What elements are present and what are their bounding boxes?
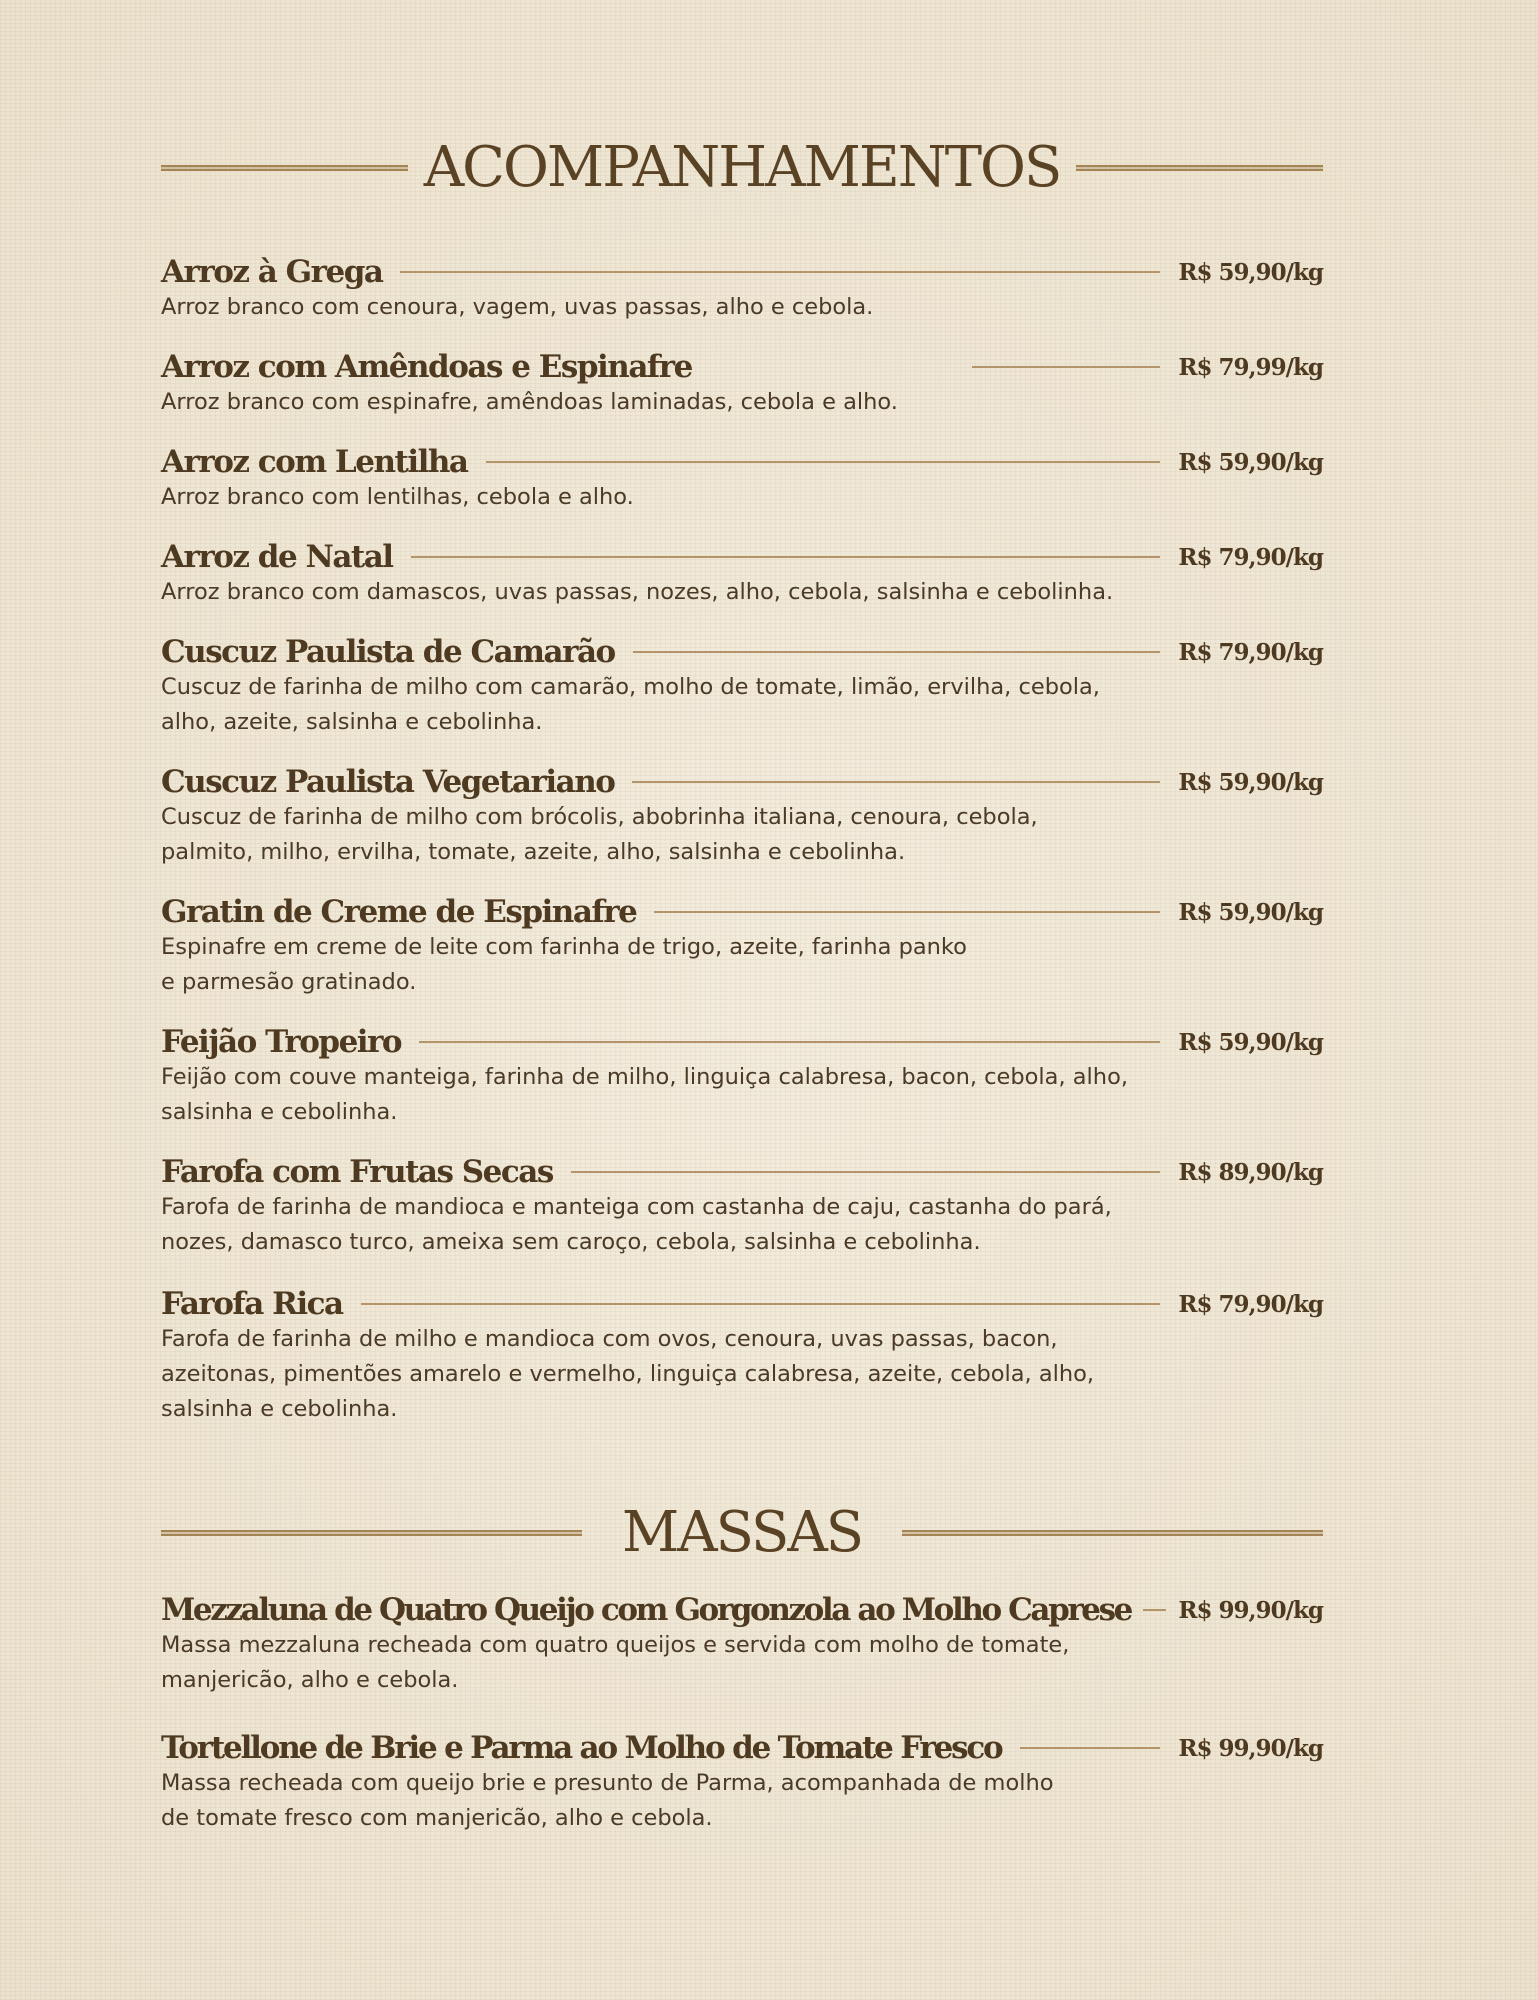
item-name: Farofa com Frutas Secas: [161, 1154, 553, 1190]
item-description: Massa recheada com queijo brie e presunto de Parma, acompanhada de molho de tomate fresco com manjericão, alho e cebola.: [161, 1770, 1054, 1831]
item-description: Arroz branco com lentilhas, cebola e alho.: [161, 484, 634, 510]
title-rule-right: [1076, 165, 1323, 171]
leader-line: [400, 271, 1160, 273]
section-title: MASSAS: [621, 1500, 863, 1565]
item-description: Farofa de farinha de milho e mandioca com ovos, cenoura, uvas passas, bacon, azeitonas, pimentões amarelo e vermelho, linguiça calabresa, azeite, cebola, alho, salsinha e cebolinha.: [161, 1326, 1095, 1422]
section-header-massas: [161, 1500, 1323, 1565]
item-name: Arroz com Lentilha: [161, 444, 468, 480]
menu-item: [161, 440, 1323, 515]
item-price: R$ 99,90/kg: [1178, 1734, 1323, 1762]
item-description: Massa mezzaluna recheada com quatro queijos e servida com molho de tomate, manjericão, alho e cebola.: [161, 1632, 1070, 1693]
section-header-acompanhamentos: [161, 135, 1323, 200]
item-name: Farofa Rica: [161, 1286, 343, 1322]
menu-item: [161, 1150, 1323, 1260]
item-description: Arroz branco com cenoura, vagem, uvas passas, alho e cebola.: [161, 294, 874, 320]
item-price: R$ 79,99/kg: [1178, 353, 1323, 381]
leader-line: [411, 556, 1161, 558]
item-description: Feijão com couve manteiga, farinha de milho, linguiça calabresa, bacon, cebola, alho, salsinha e cebolinha.: [161, 1064, 1128, 1125]
menu-item: [161, 890, 1323, 1000]
item-name: Arroz à Grega: [161, 254, 383, 290]
title-rule-left: [161, 165, 408, 171]
title-rule-right: [902, 1530, 1323, 1536]
item-price: R$ 59,90/kg: [1178, 258, 1323, 286]
item-price: R$ 79,90/kg: [1178, 638, 1323, 666]
title-rule-left: [161, 1530, 582, 1536]
item-name: Cuscuz Paulista Vegetariano: [161, 764, 615, 800]
menu-item: [161, 345, 1323, 420]
menu-item: [161, 1726, 1323, 1836]
item-price: R$ 89,90/kg: [1178, 1158, 1323, 1186]
menu-item: [161, 1588, 1323, 1698]
item-price: R$ 59,90/kg: [1178, 768, 1323, 796]
item-price: R$ 59,90/kg: [1178, 1028, 1323, 1056]
item-description: Farofa de farinha de mandioca e manteiga com castanha de caju, castanha do pará, nozes, damasco turco, ameixa sem caroço, cebola, salsinha e cebolinha.: [161, 1194, 1112, 1255]
item-name: Mezzaluna de Quatro Queijo com Gorgonzola ao Molho Caprese: [161, 1592, 1131, 1628]
leader-line: [486, 461, 1161, 463]
leader-line: [1020, 1747, 1161, 1749]
item-price: R$ 79,90/kg: [1178, 1290, 1323, 1318]
item-name: Arroz com Amêndoas e Espinafre: [161, 349, 692, 385]
leader-line: [972, 366, 1161, 368]
leader-line: [632, 781, 1160, 783]
leader-line: [633, 651, 1161, 653]
item-price: R$ 59,90/kg: [1178, 448, 1323, 476]
leader-line: [419, 1041, 1160, 1043]
item-name: Tortellone de Brie e Parma ao Molho de Tomate Fresco: [161, 1730, 1002, 1766]
item-description: Cuscuz de farinha de milho com brócolis, abobrinha italiana, cenoura, cebola, palmito, milho, ervilha, tomate, azeite, alho, salsinha e cebolinha.: [161, 804, 1038, 865]
leader-line: [361, 1303, 1161, 1305]
item-price: R$ 59,90/kg: [1178, 898, 1323, 926]
item-description: Espinafre em creme de leite com farinha de trigo, azeite, farinha panko e parmesão gratinado.: [161, 934, 967, 995]
menu-item: [161, 760, 1323, 870]
item-name: Arroz de Natal: [161, 539, 393, 575]
item-description: Arroz branco com espinafre, amêndoas laminadas, cebola e alho.: [161, 389, 898, 415]
leader-line: [654, 911, 1160, 913]
item-name: Cuscuz Paulista de Camarão: [161, 634, 615, 670]
leader-line: [571, 1171, 1161, 1173]
item-name: Feijão Tropeiro: [161, 1024, 402, 1060]
menu-item: [161, 250, 1323, 325]
item-description: Arroz branco com damascos, uvas passas, nozes, alho, cebola, salsinha e cebolinha.: [161, 579, 1114, 605]
item-description: Cuscuz de farinha de milho com camarão, molho de tomate, limão, ervilha, cebola, alho, azeite, salsinha e cebolinha.: [161, 674, 1100, 735]
menu-item: [161, 1020, 1323, 1130]
menu-item: [161, 1282, 1323, 1427]
item-name: Gratin de Creme de Espinafre: [161, 894, 637, 930]
item-price: R$ 79,90/kg: [1178, 543, 1323, 571]
menu-item: [161, 535, 1323, 610]
item-price: R$ 99,90/kg: [1178, 1596, 1323, 1624]
section-title: ACOMPANHAMENTOS: [423, 135, 1061, 200]
menu-item: [161, 630, 1323, 740]
leader-line: [1143, 1609, 1166, 1611]
